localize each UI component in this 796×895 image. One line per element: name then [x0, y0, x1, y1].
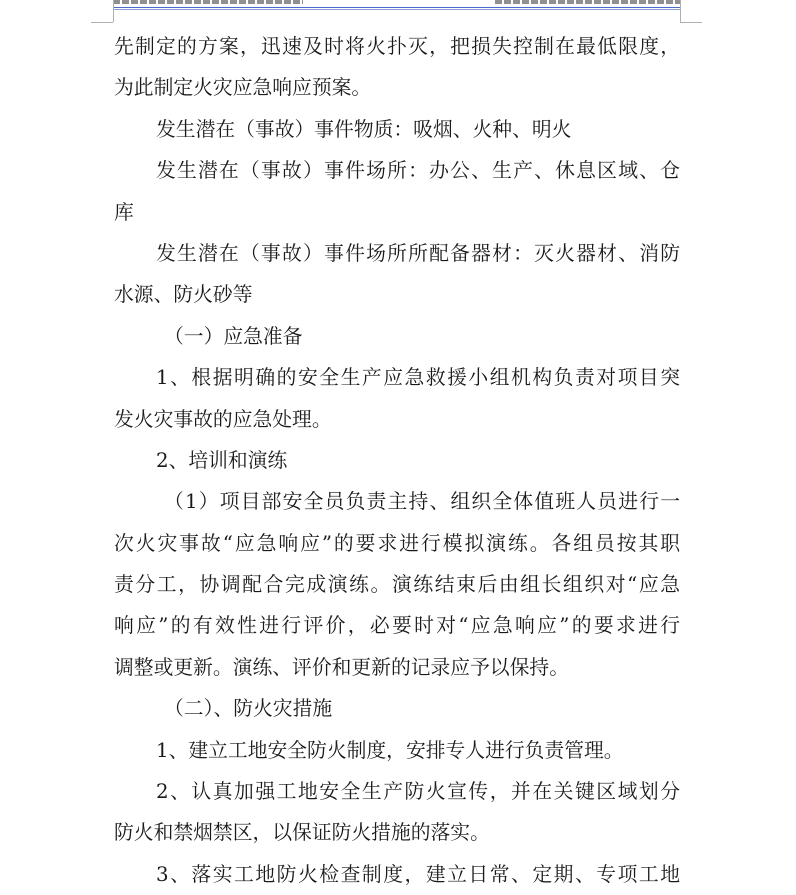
paragraph-line: 2、培训和演练 — [156, 448, 288, 472]
crop-mark-left-horizontal — [91, 22, 113, 23]
paragraph-line: 1、建立工地安全防火制度，安排专人进行负责管理。 — [156, 738, 624, 762]
paragraph-line: 先制定的方案，迅速及时将火扑灭，把损失控制在最低限度， — [114, 35, 680, 58]
paragraph-line: 次火灾事故“应急响应”的要求进行模拟演练。各组员按其职 — [114, 531, 680, 555]
paragraph-line: 责分工，协调配合完成演练。演练结束后由组长组织对“应急 — [114, 573, 680, 597]
paragraph-line: 防火和禁烟禁区，以保证防火措施的落实。 — [114, 821, 490, 845]
paragraph-line: 为此制定火灾应急响应预案。 — [114, 76, 372, 100]
paragraph-line: 响应”的有效性进行评价，必要时对“应急响应”的要求进行 — [114, 614, 680, 638]
paragraph-line: 发生潜在（事故）事件场所所配备器材：灭火器材、消防 — [156, 241, 680, 265]
section-heading: （一）应急准备 — [164, 324, 303, 348]
paragraph-line: 调整或更新。演练、评价和更新的记录应予以保持。 — [114, 655, 569, 679]
paragraph-line: （1）项目部安全员负责主持、组织全体值班人员进行一 — [164, 490, 680, 514]
document-body — [114, 26, 680, 895]
header-right-text — [495, 0, 680, 4]
header-rule — [113, 7, 680, 8]
header-left-text — [113, 0, 303, 4]
crop-mark-left-vertical — [113, 0, 114, 22]
paragraph-line: 发生潜在（事故）事件场所：办公、生产、休息区域、仓 — [156, 159, 680, 183]
paragraph-line: 3、落实工地防火检查制度，建立日常、定期、专项工地 — [156, 862, 680, 886]
paragraph-line: 库 — [114, 200, 134, 224]
paragraph-line: 发火灾事故的应急处理。 — [114, 407, 332, 431]
paragraph-line: 水源、防火砂等 — [114, 283, 253, 307]
paragraph-line: 2、认真加强工地安全生产防火宣传，并在关键区域划分 — [156, 780, 680, 804]
paragraph-line: 发生潜在（事故）事件物质：吸烟、火种、明火 — [156, 117, 572, 141]
section-heading: （二）、防火灾措施 — [164, 697, 333, 721]
crop-mark-right-vertical — [680, 0, 681, 22]
paragraph-line: 1、根据明确的安全生产应急救援小组机构负责对项目突 — [156, 366, 680, 390]
header-rule-secondary — [113, 9, 680, 10]
crop-mark-right-horizontal — [680, 22, 702, 23]
